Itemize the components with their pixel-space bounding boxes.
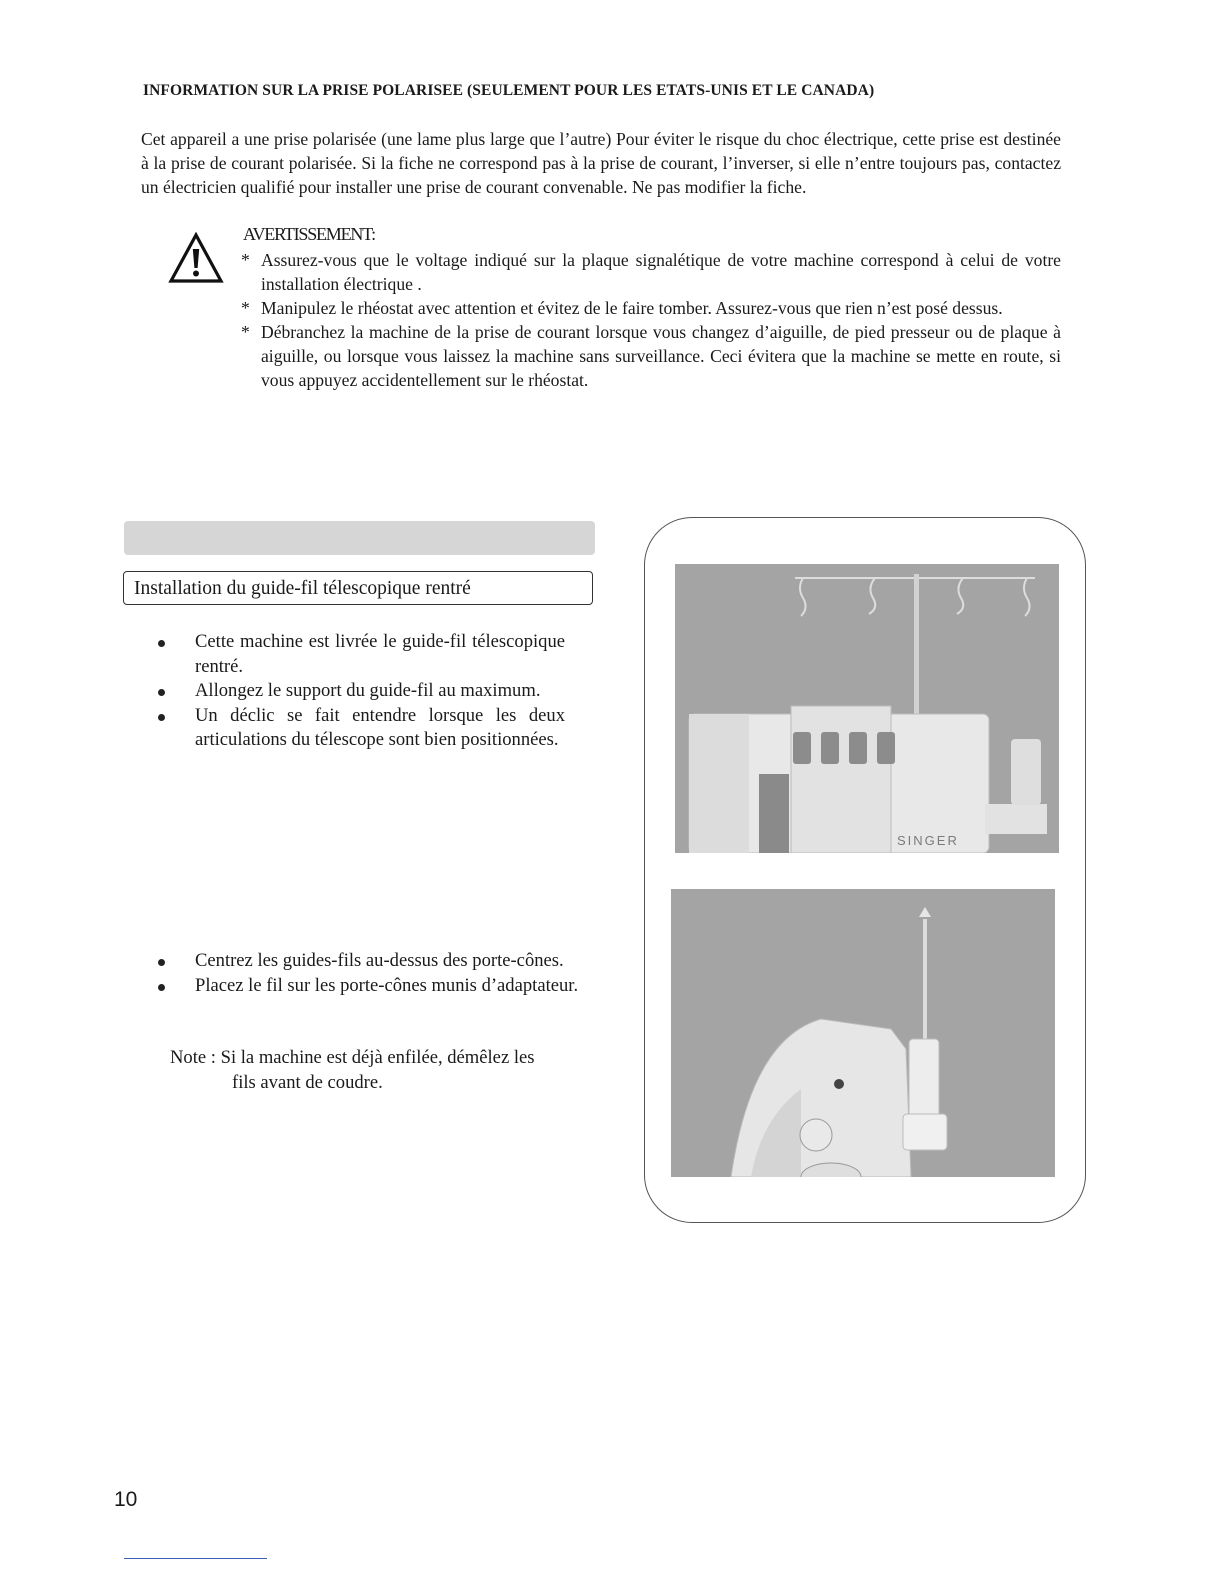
thread-guide-photo: [671, 889, 1055, 1177]
section-title-box: Installation du guide-fil télescopique rentré: [123, 571, 593, 605]
list-item: Placez le fil sur les porte-cônes munis d’adaptateur.: [150, 974, 565, 999]
warning-title: AVERTISSEMENT:: [243, 224, 375, 244]
note-line: fils avant de coudre.: [232, 1072, 383, 1093]
warning-item: * Manipulez le rhéostat avec attention et évitez de le faire tomber. Assurez-vous que rien n’est posé dessus.: [241, 298, 1003, 318]
section-header-bar: [124, 521, 595, 555]
warning-item: * Débranchez la machine de la prise de courant lorsque vous changez d’aiguille, de pied presseur ou de plaque à aiguille, ou lorsque vous laissez la machine sans surveillance. Ceci évitera que la machine se mette en route, si vous appuyez accidentellement sur le rhéostat.: [241, 322, 1061, 390]
warning-triangle-icon: [168, 232, 224, 284]
list-item: Centrez les guides-fils au-dessus des porte-cônes.: [150, 949, 565, 974]
bullet-icon: [158, 714, 165, 721]
note: [170, 1045, 535, 1095]
warning-item: * Assurez-vous que le voltage indiqué sur la plaque signalétique de votre machine correspond à celui de votre installation électrique .: [241, 250, 1061, 294]
bullet-icon: [158, 959, 165, 966]
asterisk-marker: *: [241, 250, 250, 270]
list-item: Allongez le support du guide-fil au maximum.: [150, 679, 565, 704]
page-number: 10: [114, 1488, 138, 1511]
instruction-list: [150, 630, 565, 753]
warning-list: [241, 248, 1061, 392]
asterisk-marker: *: [241, 322, 250, 342]
list-item: Un déclic se fait entendre lorsque les deux articulations du télescope sont bien positionnées.: [150, 704, 565, 753]
bullet-icon: [158, 689, 165, 696]
brand-label: SINGER: [897, 833, 959, 848]
bullet-icon: [158, 984, 165, 991]
list-item: Cette machine est livrée le guide-fil télescopique rentré.: [150, 630, 565, 679]
bullet-icon: [158, 640, 165, 647]
serger-machine-photo: [675, 564, 1059, 853]
instruction-list-2: [150, 949, 579, 998]
intro-paragraph: Cet appareil a une prise polarisée (une lame plus large que l’autre) Pour éviter le risque du choc électrique, cette prise est destinée à la prise de courant polarisée. Si la fiche ne correspond pas à la prise de courant, l’inverser, si elle n’entre toujours pas, contactez un électricien qualifié pour installer une prise de courant convenable. Ne pas modifier la fiche.: [141, 129, 1061, 197]
note-line: Note : Si la machine est déjà enfilée, démêlez les: [170, 1047, 535, 1068]
footer-line: [124, 1558, 267, 1559]
section-heading: INFORMATION SUR LA PRISE POLARISEE (SEULEMENT POUR LES ETATS-UNIS ET LE CANADA): [143, 82, 875, 99]
asterisk-marker: *: [241, 298, 250, 318]
